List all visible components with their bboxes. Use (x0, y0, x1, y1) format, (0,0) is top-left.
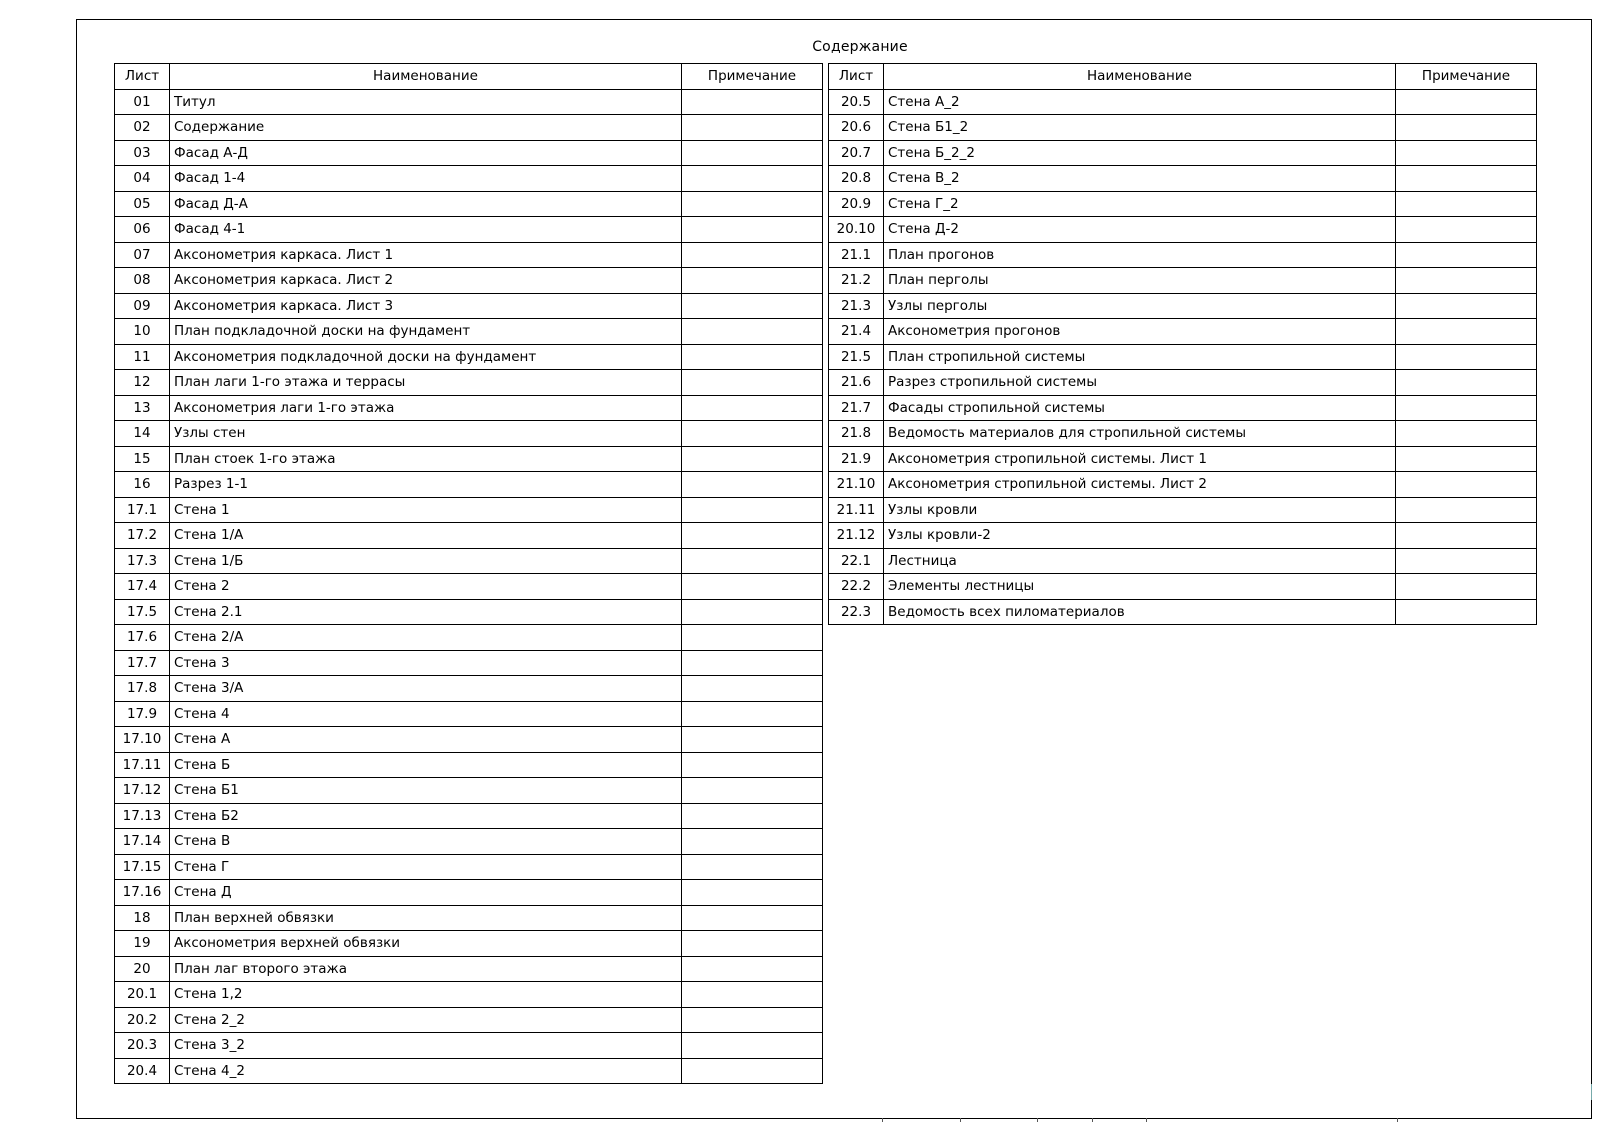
header-name: Наименование (884, 64, 1396, 90)
sheet-name-cell: Стена 2_2 (170, 1007, 682, 1033)
sheet-number-cell: 11 (115, 344, 170, 370)
sheet-name-cell: Стена Б (170, 752, 682, 778)
sheet-note-cell (1396, 115, 1537, 141)
frame-tick (1092, 1118, 1093, 1122)
sheet-number-cell: 04 (115, 166, 170, 192)
sheet-number-cell: 17.5 (115, 599, 170, 625)
sheet-number-cell: 21.5 (829, 344, 884, 370)
sheet-number-cell: 21.8 (829, 421, 884, 447)
table-row (115, 446, 823, 472)
sheet-name-cell: Стена 1/А (170, 523, 682, 549)
sheet-name-cell: План стоек 1-го этажа (170, 446, 682, 472)
sheet-note-cell (682, 268, 823, 294)
sheet-number-cell: 17.3 (115, 548, 170, 574)
table-row (115, 956, 823, 982)
sheet-number-cell: 02 (115, 115, 170, 141)
sheet-note-cell (1396, 166, 1537, 192)
table-row (829, 548, 1537, 574)
sheet-name-cell: Узлы перголы (884, 293, 1396, 319)
table-row (115, 319, 823, 345)
sheet-note-cell (1396, 242, 1537, 268)
table-row (115, 701, 823, 727)
sheet-note-cell (682, 854, 823, 880)
table-row (829, 242, 1537, 268)
sheet-number-cell: 21.3 (829, 293, 884, 319)
sheet-note-cell (682, 89, 823, 115)
sheet-note-cell (682, 115, 823, 141)
table-row (829, 140, 1537, 166)
sheet-note-cell (1396, 497, 1537, 523)
sheet-note-cell (682, 650, 823, 676)
table-row (115, 395, 823, 421)
table-row (115, 905, 823, 931)
table-row (829, 574, 1537, 600)
sheet-name-cell: Аксонометрия каркаса. Лист 3 (170, 293, 682, 319)
sheet-note-cell (682, 344, 823, 370)
sheet-note-cell (682, 140, 823, 166)
table-row (115, 472, 823, 498)
sheet-name-cell: Аксонометрия подкладочной доски на фундамент (170, 344, 682, 370)
sheet-number-cell: 22.2 (829, 574, 884, 600)
table-row (115, 89, 823, 115)
sheet-note-cell (682, 752, 823, 778)
sheet-note-cell (1396, 395, 1537, 421)
sheet-name-cell: Фасад 1-4 (170, 166, 682, 192)
table-header-row (115, 64, 823, 90)
sheet-name-cell: Стена 3_2 (170, 1033, 682, 1059)
table-row (829, 191, 1537, 217)
sheet-number-cell: 17.8 (115, 676, 170, 702)
sheet-note-cell (682, 599, 823, 625)
frame-tick (882, 1118, 883, 1122)
sheet-name-cell: Разрез стропильной системы (884, 370, 1396, 396)
sheet-name-cell: План верхней обвязки (170, 905, 682, 931)
table-row (115, 676, 823, 702)
sheet-name-cell: Стена В_2 (884, 166, 1396, 192)
contents-table-left (114, 63, 823, 1084)
sheet-note-cell (682, 497, 823, 523)
sheet-name-cell: Узлы стен (170, 421, 682, 447)
sheet-note-cell (682, 217, 823, 243)
table-row (115, 778, 823, 804)
frame-tick (1146, 1118, 1147, 1122)
table-row (115, 829, 823, 855)
sheet-note-cell (682, 421, 823, 447)
sheet-name-cell: Стена А (170, 727, 682, 753)
frame-edge-mark (1591, 1084, 1592, 1100)
sheet-number-cell: 21.10 (829, 472, 884, 498)
sheet-name-cell: Стена Б2 (170, 803, 682, 829)
sheet-number-cell: 20 (115, 956, 170, 982)
sheet-note-cell (1396, 548, 1537, 574)
sheet-name-cell: Фасады стропильной системы (884, 395, 1396, 421)
table-row (829, 523, 1537, 549)
table-row (115, 1033, 823, 1059)
sheet-number-cell: 20.4 (115, 1058, 170, 1084)
sheet-number-cell: 17.10 (115, 727, 170, 753)
sheet-number-cell: 08 (115, 268, 170, 294)
table-row (829, 599, 1537, 625)
sheet-number-cell: 21.9 (829, 446, 884, 472)
sheet-name-cell: План подкладочной доски на фундамент (170, 319, 682, 345)
sheet-note-cell (682, 1007, 823, 1033)
sheet-note-cell (1396, 523, 1537, 549)
table-row (115, 625, 823, 651)
sheet-name-cell: Стена 4 (170, 701, 682, 727)
sheet-name-cell: Ведомость материалов для стропильной системы (884, 421, 1396, 447)
sheet-note-cell (1396, 140, 1537, 166)
table-row (115, 242, 823, 268)
sheet-note-cell (682, 293, 823, 319)
sheet-note-cell (682, 778, 823, 804)
table-row (115, 574, 823, 600)
table-row (115, 268, 823, 294)
table-row (115, 727, 823, 753)
sheet-name-cell: Аксонометрия стропильной системы. Лист 1 (884, 446, 1396, 472)
sheet-name-cell: Стена Г (170, 854, 682, 880)
sheet-note-cell (682, 931, 823, 957)
table-row (829, 344, 1537, 370)
sheet-number-cell: 20.2 (115, 1007, 170, 1033)
sheet-number-cell: 17.4 (115, 574, 170, 600)
header-name: Наименование (170, 64, 682, 90)
sheet-note-cell (682, 956, 823, 982)
sheet-number-cell: 20.6 (829, 115, 884, 141)
sheet-note-cell (682, 625, 823, 651)
table-row (115, 523, 823, 549)
sheet-number-cell: 16 (115, 472, 170, 498)
sheet-name-cell: Стена Д (170, 880, 682, 906)
sheet-note-cell (682, 676, 823, 702)
header-note: Примечание (1396, 64, 1537, 90)
table-row (829, 166, 1537, 192)
sheet-name-cell: Фасад А-Д (170, 140, 682, 166)
sheet-name-cell: Лестница (884, 548, 1396, 574)
table-row (829, 370, 1537, 396)
sheet-number-cell: 21.12 (829, 523, 884, 549)
sheet-name-cell: План стропильной системы (884, 344, 1396, 370)
sheet-note-cell (682, 905, 823, 931)
sheet-name-cell: Аксонометрия прогонов (884, 319, 1396, 345)
sheet-note-cell (1396, 191, 1537, 217)
sheet-name-cell: Титул (170, 89, 682, 115)
sheet-number-cell: 21.11 (829, 497, 884, 523)
table-row (829, 395, 1537, 421)
sheet-note-cell (682, 1058, 823, 1084)
table-row (115, 880, 823, 906)
sheet-note-cell (1396, 268, 1537, 294)
table-row (829, 89, 1537, 115)
table-row (829, 472, 1537, 498)
sheet-number-cell: 19 (115, 931, 170, 957)
sheet-name-cell: Фасад 4-1 (170, 217, 682, 243)
header-note: Примечание (682, 64, 823, 90)
sheet-name-cell: Стена 2/А (170, 625, 682, 651)
table-row (115, 931, 823, 957)
sheet-number-cell: 20.5 (829, 89, 884, 115)
sheet-note-cell (1396, 370, 1537, 396)
sheet-name-cell: План лаги 1-го этажа и террасы (170, 370, 682, 396)
table-row (115, 344, 823, 370)
sheet-number-cell: 17.16 (115, 880, 170, 906)
sheet-number-cell: 21.7 (829, 395, 884, 421)
sheet-number-cell: 17.6 (115, 625, 170, 651)
sheet-number-cell: 15 (115, 446, 170, 472)
table-row (115, 217, 823, 243)
sheet-number-cell: 17.11 (115, 752, 170, 778)
sheet-number-cell: 20.7 (829, 140, 884, 166)
table-row (115, 166, 823, 192)
sheet-note-cell (682, 523, 823, 549)
sheet-name-cell: Разрез 1-1 (170, 472, 682, 498)
table-row (115, 421, 823, 447)
header-sheet: Лист (115, 64, 170, 90)
table-row (115, 982, 823, 1008)
sheet-name-cell: План перголы (884, 268, 1396, 294)
contents-table-right (828, 63, 1537, 625)
table-row (829, 421, 1537, 447)
frame-tick (1397, 1118, 1398, 1122)
sheet-name-cell: Узлы кровли-2 (884, 523, 1396, 549)
sheet-name-cell: Стена 1/Б (170, 548, 682, 574)
sheet-number-cell: 17.7 (115, 650, 170, 676)
sheet-note-cell (1396, 421, 1537, 447)
sheet-number-cell: 17.12 (115, 778, 170, 804)
sheet-note-cell (682, 880, 823, 906)
sheet-name-cell: Стена 2 (170, 574, 682, 600)
table-row (115, 1058, 823, 1084)
sheet-name-cell: Стена 2.1 (170, 599, 682, 625)
table-row (115, 115, 823, 141)
table-row (829, 497, 1537, 523)
sheet-number-cell: 07 (115, 242, 170, 268)
sheet-number-cell: 20.10 (829, 217, 884, 243)
sheet-number-cell: 03 (115, 140, 170, 166)
sheet-name-cell: Элементы лестницы (884, 574, 1396, 600)
sheet-name-cell: Стена Б_2_2 (884, 140, 1396, 166)
sheet-note-cell (682, 727, 823, 753)
table-header-row (829, 64, 1537, 90)
table-row (115, 803, 823, 829)
sheet-name-cell: Узлы кровли (884, 497, 1396, 523)
sheet-note-cell (1396, 89, 1537, 115)
sheet-note-cell (682, 803, 823, 829)
sheet-number-cell: 12 (115, 370, 170, 396)
table-row (115, 548, 823, 574)
table-row (829, 268, 1537, 294)
sheet-name-cell: Аксонометрия каркаса. Лист 2 (170, 268, 682, 294)
sheet-number-cell: 17.13 (115, 803, 170, 829)
sheet-name-cell: Ведомость всех пиломатериалов (884, 599, 1396, 625)
sheet-name-cell: Фасад Д-А (170, 191, 682, 217)
sheet-note-cell (682, 446, 823, 472)
sheet-name-cell: Стена 1,2 (170, 982, 682, 1008)
sheet-name-cell: Аксонометрия стропильной системы. Лист 2 (884, 472, 1396, 498)
table-row (115, 752, 823, 778)
table-row (115, 191, 823, 217)
sheet-number-cell: 22.3 (829, 599, 884, 625)
table-row (829, 115, 1537, 141)
table-row (115, 140, 823, 166)
sheet-number-cell: 21.2 (829, 268, 884, 294)
sheet-number-cell: 21.6 (829, 370, 884, 396)
sheet-number-cell: 21.4 (829, 319, 884, 345)
sheet-note-cell (1396, 319, 1537, 345)
sheet-note-cell (682, 242, 823, 268)
table-row (829, 446, 1537, 472)
page-title: Содержание (812, 39, 908, 55)
sheet-name-cell: План прогонов (884, 242, 1396, 268)
sheet-name-cell: Стена 3/А (170, 676, 682, 702)
table-row (115, 599, 823, 625)
sheet-name-cell: Стена 1 (170, 497, 682, 523)
sheet-number-cell: 21.1 (829, 242, 884, 268)
sheet-note-cell (1396, 599, 1537, 625)
table-row (829, 217, 1537, 243)
sheet-note-cell (682, 548, 823, 574)
sheet-note-cell (682, 191, 823, 217)
table-row (115, 650, 823, 676)
sheet-number-cell: 22.1 (829, 548, 884, 574)
sheet-name-cell: План лаг второго этажа (170, 956, 682, 982)
sheet-number-cell: 09 (115, 293, 170, 319)
table-row (829, 319, 1537, 345)
sheet-note-cell (682, 395, 823, 421)
sheet-name-cell: Содержание (170, 115, 682, 141)
sheet-name-cell: Стена Б1_2 (884, 115, 1396, 141)
table-row (115, 854, 823, 880)
sheet-name-cell: Аксонометрия лаги 1-го этажа (170, 395, 682, 421)
frame-tick (1037, 1118, 1038, 1122)
sheet-number-cell: 17.9 (115, 701, 170, 727)
sheet-number-cell: 18 (115, 905, 170, 931)
sheet-note-cell (682, 701, 823, 727)
sheet-note-cell (682, 982, 823, 1008)
sheet-name-cell: Аксонометрия каркаса. Лист 1 (170, 242, 682, 268)
sheet-name-cell: Стена Б1 (170, 778, 682, 804)
sheet-number-cell: 17.2 (115, 523, 170, 549)
sheet-number-cell: 13 (115, 395, 170, 421)
sheet-name-cell: Стена 3 (170, 650, 682, 676)
sheet-note-cell (682, 1033, 823, 1059)
sheet-note-cell (1396, 446, 1537, 472)
sheet-number-cell: 17.14 (115, 829, 170, 855)
sheet-number-cell: 01 (115, 89, 170, 115)
sheet-note-cell (1396, 293, 1537, 319)
table-row (115, 1007, 823, 1033)
sheet-note-cell (682, 472, 823, 498)
table-row (115, 370, 823, 396)
header-sheet: Лист (829, 64, 884, 90)
sheet-number-cell: 20.9 (829, 191, 884, 217)
sheet-note-cell (1396, 217, 1537, 243)
sheet-note-cell (1396, 472, 1537, 498)
sheet-name-cell: Аксонометрия верхней обвязки (170, 931, 682, 957)
table-row (115, 293, 823, 319)
sheet-note-cell (682, 319, 823, 345)
table-row (115, 497, 823, 523)
sheet-number-cell: 20.3 (115, 1033, 170, 1059)
sheet-name-cell: Стена 4_2 (170, 1058, 682, 1084)
sheet-number-cell: 06 (115, 217, 170, 243)
sheet-note-cell (682, 370, 823, 396)
sheet-note-cell (682, 166, 823, 192)
sheet-name-cell: Стена Г_2 (884, 191, 1396, 217)
sheet-note-cell (1396, 574, 1537, 600)
sheet-number-cell: 20.8 (829, 166, 884, 192)
sheet-note-cell (682, 829, 823, 855)
table-row (829, 293, 1537, 319)
sheet-name-cell: Стена В (170, 829, 682, 855)
sheet-number-cell: 14 (115, 421, 170, 447)
sheet-name-cell: Стена А_2 (884, 89, 1396, 115)
sheet-number-cell: 10 (115, 319, 170, 345)
sheet-number-cell: 17.15 (115, 854, 170, 880)
sheet-number-cell: 17.1 (115, 497, 170, 523)
sheet-note-cell (1396, 344, 1537, 370)
sheet-number-cell: 20.1 (115, 982, 170, 1008)
frame-tick (960, 1118, 961, 1122)
sheet-note-cell (682, 574, 823, 600)
sheet-name-cell: Стена Д-2 (884, 217, 1396, 243)
sheet-number-cell: 05 (115, 191, 170, 217)
